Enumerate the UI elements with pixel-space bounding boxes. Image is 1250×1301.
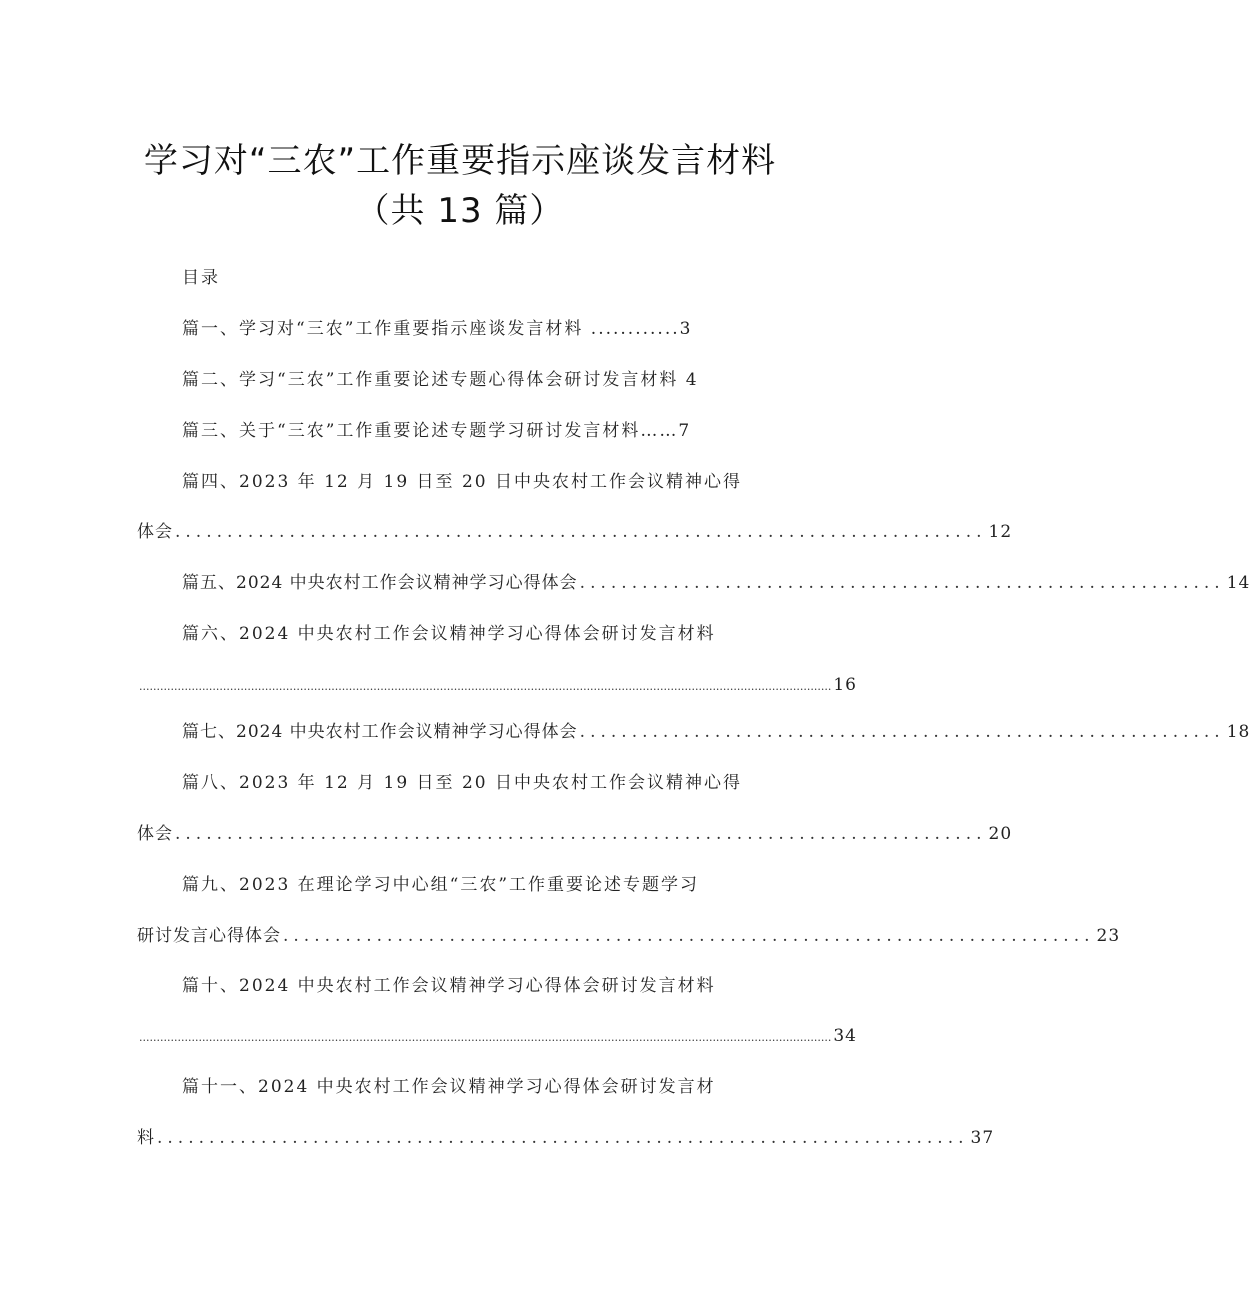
leader-dots: ..............................................................................: [175, 522, 987, 542]
toc-entry-4-page: 12: [988, 522, 1013, 542]
toc-entry-8-line2[interactable]: [137, 822, 1013, 846]
toc-entry-8-line1[interactable]: 篇八、2023 年 12 月 19 日至 20 日中央农村工作会议精神心得: [182, 773, 742, 793]
toc-entry-1[interactable]: 篇一、学习对“三农”工作重要指示座谈发言材料 ............3: [182, 319, 693, 339]
document-title: 学习对“三农”工作重要指示座谈发言材料: [143, 141, 777, 181]
toc-entry-10-line2[interactable]: [137, 1024, 857, 1050]
toc-entry-4-line2[interactable]: [137, 520, 1013, 544]
toc-entry-11-text: 料: [137, 1128, 155, 1148]
leader-dots: ..............................................................................: [157, 1128, 969, 1148]
toc-entry-9-line1[interactable]: 篇九、2023 在理论学习中心组“三农”工作重要论述专题学习: [182, 875, 700, 895]
toc-entry-4-line1[interactable]: 篇四、2023 年 12 月 19 日至 20 日中央农村工作会议精神心得: [182, 472, 742, 492]
toc-entry-11-line2[interactable]: [137, 1126, 995, 1150]
toc-entry-10-page: 34: [833, 1026, 857, 1046]
leader-dots: ......................................................................................................................................................................................................: [139, 680, 832, 693]
document-subtitle: （共 13 篇）: [355, 191, 565, 231]
toc-entry-5[interactable]: [182, 571, 1250, 595]
toc-entry-10-line1[interactable]: 篇十、2024 中央农村工作会议精神学习心得体会研讨发言材料: [182, 976, 716, 996]
toc-entry-9-text: 研讨发言心得体会: [137, 926, 281, 946]
leader-dots: ..............................................................................: [283, 926, 1095, 946]
toc-entry-7-text: 篇七、2024 中央农村工作会议精神学习心得体会: [182, 722, 578, 742]
toc-entry-8-page: 20: [988, 824, 1013, 844]
toc-entry-11-line1[interactable]: 篇十一、2024 中央农村工作会议精神学习心得体会研讨发言材: [182, 1077, 716, 1097]
toc-heading: 目录: [182, 268, 220, 288]
toc-entry-6-page: 16: [833, 675, 857, 695]
toc-entry-2[interactable]: 篇二、学习“三农”工作重要论述专题心得体会研讨发言材料 4: [182, 370, 699, 390]
toc-entry-5-text: 篇五、2024 中央农村工作会议精神学习心得体会: [182, 573, 578, 593]
toc-entry-7-page: 18: [1226, 722, 1250, 742]
toc-entry-7[interactable]: [182, 720, 1250, 744]
toc-entry-9-page: 23: [1096, 926, 1121, 946]
toc-entry-6-line1[interactable]: 篇六、2024 中央农村工作会议精神学习心得体会研讨发言材料: [182, 624, 716, 644]
toc-entry-8-text: 体会: [137, 824, 173, 844]
toc-entry-4-text: 体会: [137, 522, 173, 542]
leader-dots: ..............................................................................: [175, 824, 987, 844]
toc-entry-11-page: 37: [970, 1128, 995, 1148]
leader-dots: ......................................................................................................................................................................................................: [139, 1031, 832, 1044]
leader-dots: ..............................................................: [579, 722, 1225, 742]
toc-entry-5-page: 14: [1226, 573, 1250, 593]
toc-entry-9-line2[interactable]: [137, 924, 1121, 948]
toc-entry-6-line2[interactable]: [137, 673, 857, 699]
leader-dots: ..............................................................: [579, 573, 1225, 593]
toc-entry-3[interactable]: 篇三、关于“三农”工作重要论述专题学习研讨发言材料……7: [182, 421, 692, 441]
